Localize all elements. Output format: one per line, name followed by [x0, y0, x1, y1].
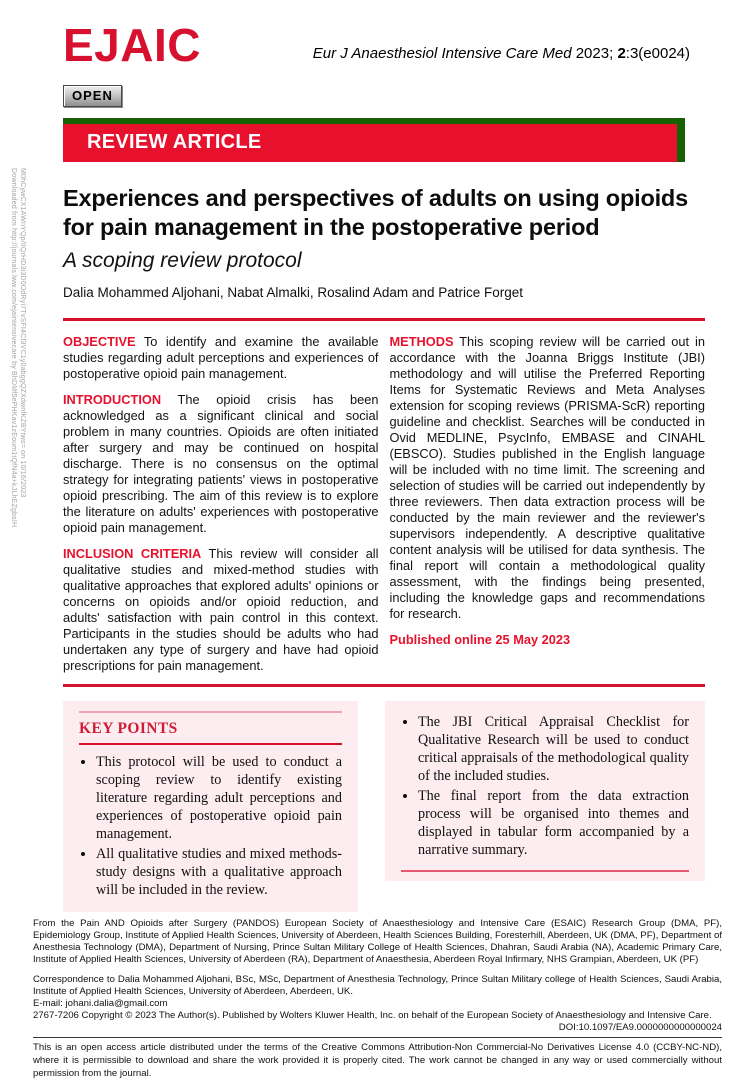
abstract-methods: [390, 334, 706, 622]
key-point-item: • The final report from the data extraction process will be organised into themes and displayed in tabular form accompanied by a narrative summary.: [418, 787, 689, 859]
copyright-note: 2767-7206 Copyright © 2023 The Author(s). Published by Wolters Kluwer Health, Inc. on behalf of the European Society of Anaesthesiology and Intensive Care.: [33, 1010, 712, 1021]
key-points-top-line: [79, 711, 342, 713]
abstract: [63, 334, 705, 684]
key-points-section: [63, 701, 705, 912]
introduction-label: INTRODUCTION: [63, 392, 162, 407]
citation-volume: 2: [617, 45, 626, 62]
article-content: [63, 0, 705, 912]
correspondence-email: E-mail: johani.dalia@gmail.com: [33, 998, 168, 1009]
article-type-label: REVIEW ARTICLE: [87, 131, 262, 153]
article-authors: Dalia Mohammed Aljohani, Nabat Almalki, Rosalind Adam and Patrice Forget: [63, 285, 523, 300]
key-points-heading: KEY POINTS: [79, 720, 178, 737]
published-online-date: Published online 25 May 2023: [389, 632, 571, 647]
watermark-line-2: M0hCywCX1AWnYQp/IlQrHD3i3D0OdRyi7TvSFI4Cf3VC1y0abggQZXdwnfKZBYtws= on 10/16/2023: [19, 168, 26, 498]
citation-issue: :3(e0024): [625, 45, 690, 62]
journal-logo: EJAIC: [63, 19, 201, 71]
article-footnotes: [33, 918, 722, 1080]
abstract-left-column: [63, 334, 379, 684]
open-access-badge: OPEN: [63, 85, 122, 107]
objective-label: OBJECTIVE: [63, 334, 136, 349]
citation-journal-name: Eur J Anaesthesiol Intensive Care Med: [312, 45, 572, 62]
key-point-item: • All qualitative studies and mixed methods-study designs with a qualitative approach will be included in the review.: [96, 845, 342, 899]
journal-citation: [313, 45, 705, 70]
license-divider: [33, 1037, 722, 1038]
doi: DOI:10.1097/EA9.0000000000000024: [558, 1022, 722, 1033]
watermark-line-1: Downloaded from http://journals.lww.com/ejaintensivecare by BhDMf5ePHKav1zEoum1tQfN4a+kJLhEZgbsIH: [10, 168, 17, 528]
objective-text: To identify and examine the available studies regarding adult perceptions and experiences of postoperative opioid pain management.: [63, 334, 379, 381]
key-point-item: • The JBI Critical Appraisal Checklist for Qualitative Research will be used to conduct critical appraisals of the methodological quality of the included studies.: [418, 713, 689, 785]
key-points-heading-underline: [79, 743, 342, 745]
download-watermark: [9, 168, 27, 527]
journal-header: [63, 0, 705, 70]
article-type-banner: [63, 118, 685, 162]
abstract-top-rule: [63, 318, 705, 321]
affiliations-note: From the Pain AND Opioids after Surgery (PANDOS) European Society of Anaesthesiology and Intensive Care (ESAIC) Research Group (DMA, PF), Epidemiology Group, Institute of Applied Health Sciences, University of Aberdeen, Health Sciences Building, Foresterhill, Aberdeen, UK (DMA, PF), Department of Anesthesia Technology (DMA), Department of Nursing, Prince Sultan Military College of Health Sciences, Dhahran, Saudi Arabia (NA), Academic Primary Care, Institute of Applied Health Sciences, University of Aberdeen (RA), Department of Anaesthesia, Aberdeen Royal Infirmary, NHS Grampian, Aberdeen, UK (PF): [33, 918, 722, 965]
abstract-objective: [63, 334, 379, 382]
key-points-bottom-line: [401, 870, 689, 872]
abstract-right-column: [390, 334, 706, 684]
correspondence-note: Correspondence to Dalia Mohammed Aljohani, BSc, MSc, Department of Anesthesia Technology, Prince Sultan Military college of Health Sciences, Saudi Arabia, Institute of Applied Health Sciences, University of Aberdeen, Aberdeen, UK.: [33, 974, 722, 997]
abstract-inclusion-criteria: [63, 546, 379, 674]
article-subtitle: A scoping review protocol: [63, 249, 302, 272]
article-title: Experiences and perspectives of adults on using opioids for pain management in the postoperative period: [63, 185, 688, 240]
abstract-introduction: [63, 392, 379, 536]
methods-text: This scoping review will be carried out in accordance with the Joanna Briggs Institute (JBI) methodology and will utilise the Preferred Reporting Items for Systematic Reviews and Meta Analyses extension for scoping reviews (PRISMA-ScR) reporting guideline and checklist. Searches will be conducted in Ovid MEDLINE, PsycInfo, EMBASE and CINAHL (EBSCO). Studies published in the English language will be included with no time limit. The screening and selection of studies will be carried out independently by three reviewers. Then data extraction process will be conducted by the main reviewer and the reviewer's supervisors independently. A descriptive qualitative content analysis will be utilised for data synthesis. The final report will contain a methodological quality assessment, with the findings being presented, including the knowledge gaps and recommendations for research.: [389, 334, 705, 621]
inclusion-criteria-text: This review will consider all qualitative studies and mixed-method studies with qualitative approaches that explored adults' opinions or concerns on opioids and/or opioid reduction, and adults' satisfaction with pain control in this context. Participants in the studies should be adults who had undertaken any type of surgery and have had opioid prescriptions for pain management.: [63, 546, 379, 673]
key-points-box-right: [385, 701, 705, 881]
methods-label: METHODS: [389, 334, 454, 349]
inclusion-criteria-label: INCLUSION CRITERIA: [63, 546, 202, 561]
introduction-text: The opioid crisis has been acknowledged as a significant clinical and social problem in many countries. Opioids are often initiated after surgery and may be continued on hospital discharge. There is no consensus on the optimal strategy for integrating patients' views in postoperative opioid prescribing. The aim of this review is to explore the literature on adults' experiences with postoperative opioid pain management.: [63, 392, 379, 535]
abstract-bottom-rule: [63, 684, 705, 687]
key-points-list-left: [79, 753, 342, 899]
license-note: This is an open access article distributed under the terms of the Creative Commons Attribution-Non Commercial-No Derivatives License 4.0 (CCBY-NC-ND), where it is permissible to download and share the work provided it is properly cited. The work cannot be changed in any way or used commercially without permission from the journal.: [33, 1042, 722, 1079]
key-points-box-left: [63, 701, 358, 912]
citation-year: 2023;: [575, 45, 614, 62]
key-points-list-right: [401, 713, 689, 859]
key-point-item: • This protocol will be used to conduct a scoping review to identify existing literature regarding adult perceptions and experiences of postoperative opioid pain management.: [96, 753, 342, 843]
